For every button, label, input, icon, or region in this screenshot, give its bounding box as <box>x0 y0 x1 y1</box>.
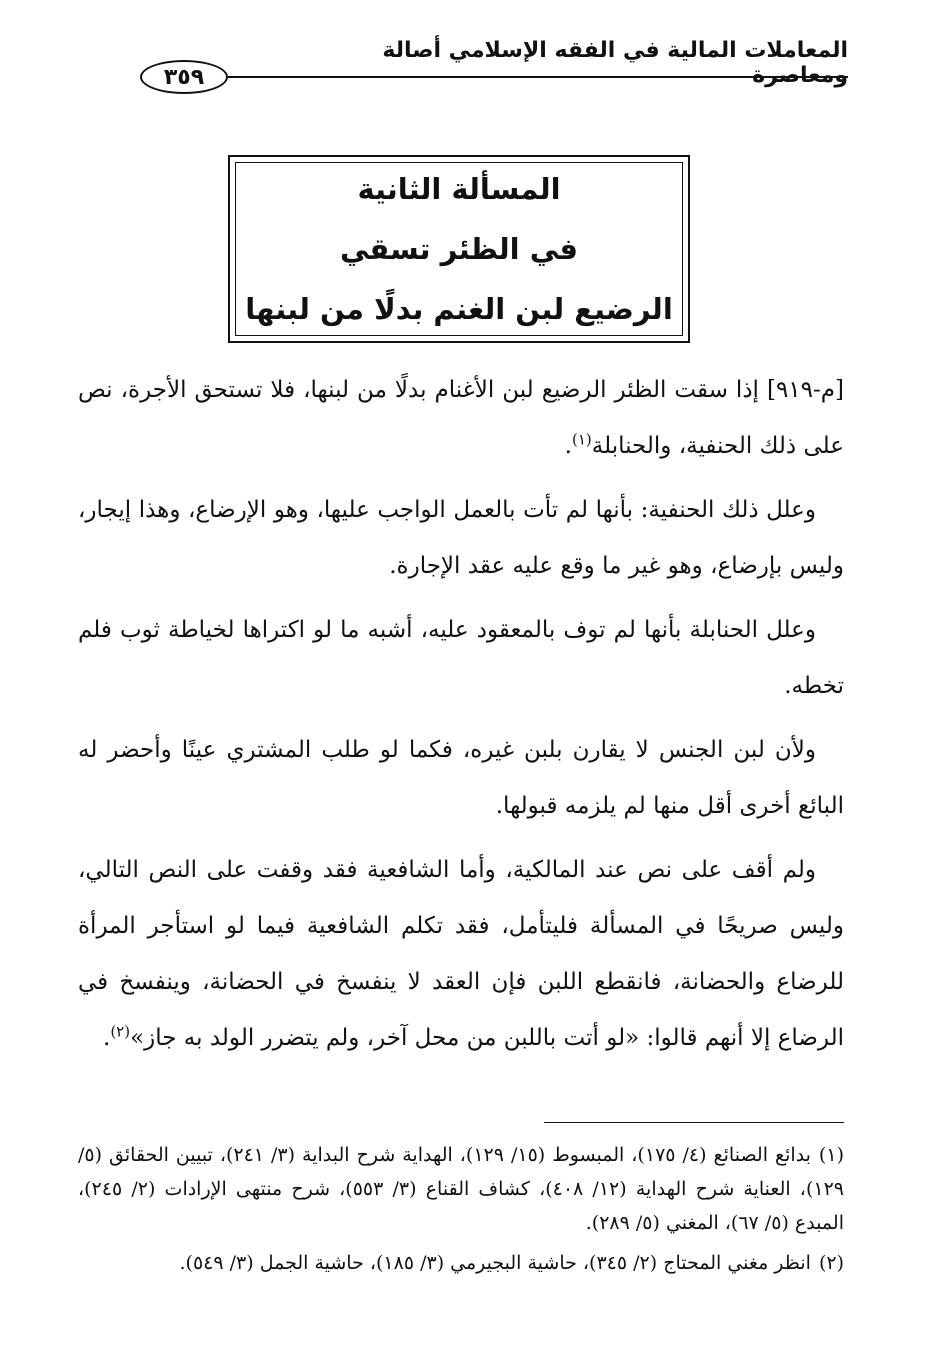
paragraph-5 <box>78 842 844 1066</box>
paragraph-1-end: . <box>564 433 572 459</box>
footnotes <box>78 1138 844 1286</box>
running-header-title: المعاملات المالية في الفقه الإسلامي أصالة ومعاصرة <box>382 38 848 88</box>
footnote-ref-2[interactable]: (٢) <box>110 1022 131 1041</box>
footnote-2 <box>78 1246 844 1280</box>
footnote-1-number: (١) <box>818 1144 844 1166</box>
header-rule <box>228 76 848 78</box>
paragraph-1-text: [م-٩١٩] إذا سقت الظئر الرضيع لبن الأغنام بدلًا من لبنها، فلا تستحق الأجرة، نص على ذلك الحنفية، والحنابلة <box>78 377 844 459</box>
paragraph-1 <box>78 362 844 474</box>
section-title-box <box>228 155 690 343</box>
paragraph-3: وعلل الحنابلة بأنها لم توف بالمعقود عليه، أشبه ما لو اكتراها لخياطة ثوب فلم تخطه. <box>78 617 844 699</box>
footnote-ref-1[interactable]: (١) <box>571 430 592 449</box>
body-text <box>78 362 844 1074</box>
footnote-1 <box>78 1138 844 1240</box>
section-title-inner-frame <box>235 162 683 336</box>
paragraph-2: وعلل ذلك الحنفية: بأنها لم تأت بالعمل الواجب عليها، وهو الإرضاع، وهذا إيجار، وليس بإرضاع، وهو غير ما وقع عليه عقد الإجارة. <box>78 497 844 579</box>
footnote-separator <box>544 1122 844 1123</box>
footnote-2-number: (٢) <box>818 1252 844 1274</box>
page-number: ٣٥٩ <box>140 60 228 94</box>
section-title-line-1: المسألة الثانية <box>357 172 561 206</box>
section-title-line-2: في الظئر تسقي <box>339 232 579 266</box>
footnote-1-text: بدائع الصنائع (٤/ ١٧٥)، المبسوط (١٥/ ١٢٩)، الهداية شرح البداية (٣/ ٢٤١)، تبيين الحقائق (٥/ ١٢٩)، العناية شرح الهداية (١٢/ ٤٠٨)، كشاف القناع (٣/ ٥٥٣)، شرح منتهى الإرادات (٢/ ٢٤٥)، المبدع (٥/ ٦٧)، المغني (٥/ ٢٨٩). <box>78 1144 844 1234</box>
paragraph-5-text: ولم أقف على نص عند المالكية، وأما الشافعية فقد وقفت على النص التالي، وليس صريحًا في المسألة فليتأمل، فقد تكلم الشافعية فيما لو استأجر المرأة للرضاع والحضانة، فانقطع اللبن فإن العقد لا ينفسخ في الحضانة، وينفسخ في الرضاع إلا أنهم قالوا: «لو أتت باللبن من محل آخر، ولم يتضرر الولد به جاز» <box>78 857 844 1051</box>
paragraph-4: ولأن لبن الجنس لا يقارن بلبن غيره، فكما لو طلب المشتري عينًا وأحضر له البائع أخرى أقل منها لم يلزمه قبولها. <box>78 737 844 819</box>
paragraph-5-end: . <box>103 1025 111 1051</box>
section-title-line-3: الرضيع لبن الغنم بدلًا من لبنها <box>245 292 673 326</box>
footnote-2-text: انظر مغني المحتاج (٢/ ٣٤٥)، حاشية البجيرمي (٣/ ١٨٥)، حاشية الجمل (٣/ ٥٤٩). <box>179 1252 811 1274</box>
